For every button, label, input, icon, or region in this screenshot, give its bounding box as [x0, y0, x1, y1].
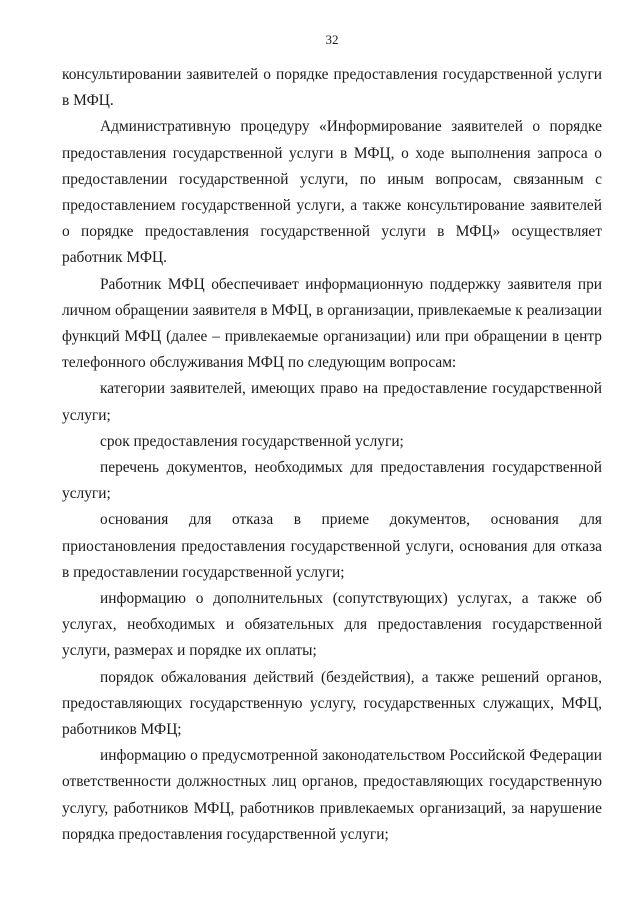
list-item-service-term: срок предоставления государственной услуги;: [100, 432, 404, 450]
paragraph-procedure: Административную процедуру «Информирование заявителей о порядке предоставления государственной услуги в МФЦ, о ходе выполнения запроса о предоставлении государственной услуги, по иным вопросам, связанным с предоставлением государственной услуги, а также консультирование заявителей о порядке предоставления государственной услуги в МФЦ» осуществляет работник МФЦ.: [62, 118, 602, 267]
paragraph-support: Работник МФЦ обеспечивает информационную поддержку заявителя при личном обращении заявителя в МФЦ, в организации, привлекаемые к реализации функций МФЦ (далее – привлекаемые организации) или при обращении в центр телефонного обслуживания МФЦ по следующим вопросам:: [62, 275, 602, 372]
document-page: [62, 32, 602, 848]
list-item-documents: перечень документов, необходимых для предоставления государственной услуги;: [62, 459, 602, 503]
list-item-applicant-categories: категории заявителей, имеющих право на предоставление государственной услуги;: [62, 380, 602, 424]
list-item-additional-services: информацию о дополнительных (сопутствующих) услугах, а также об услугах, необходимых и обязательных для предоставления государственной услуги, размерах и порядке их оплаты;: [62, 590, 602, 660]
list-item-refusal-grounds: основания для отказа в приеме документов, основания для приостановления предоставления государственной услуги, основания для отказа в предоставлении государственной услуги;: [62, 511, 602, 581]
page-number: 32: [325, 32, 339, 47]
list-item-responsibility: информацию о предусмотренной законодательством Российской Федерации ответственности должностных лиц органов, предоставляющих государственную услугу, работников МФЦ, работников привлекаемых организаций, за нарушение порядка предоставления государственной услуги;: [62, 747, 602, 843]
paragraph-continuation: консультировании заявителей о порядке предоставления государственной услуги в МФЦ.: [62, 66, 602, 110]
list-item-appeal-procedure: порядок обжалования действий (бездействия), а также решений органов, предоставляющих государственную услугу, государственных служащих, МФЦ, работников МФЦ;: [62, 668, 602, 739]
